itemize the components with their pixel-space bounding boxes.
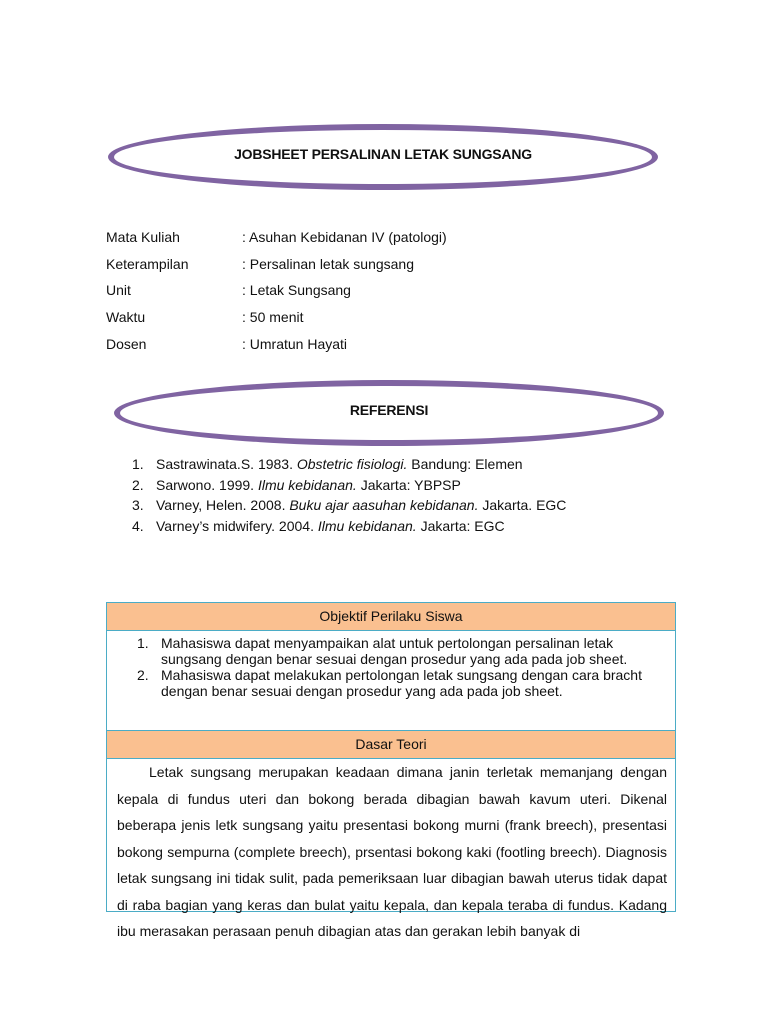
theory-header: Dasar Teori [107,731,675,759]
reference-text: Sarwono. 1999. Ilmu kebidanan. Jakarta: YBPSP [156,476,461,493]
theory-cell [107,759,675,945]
info-value: : Letak Sungsang [242,282,351,299]
info-row [106,330,447,357]
list-item [137,635,665,667]
info-label: Waktu [106,309,146,326]
info-value: : Persalinan letak sungsang [242,255,414,272]
info-row [106,224,447,251]
references-list [132,454,566,536]
list-number: 2. [137,667,149,683]
theory-text: Letak sungsang merupakan keadaan dimana janin terletak memanjang dengan kepala di fundus uteri dan bokong berada dibagian bawah kavum uteri. Dikenal beberapa jenis letk sungsang yaitu presentasi bokong murni (frank breech), presentasi bokong sempurna (complete breech), prsentasi bokong kaki (footling breech). Diagnosis letak sungsang ini tidak sulit, pada pemeriksaan luar dibagian bawah uterus tidak dapat di raba bagian yang keras dan bulat yaitu kepala, dan kepala teraba di fundus. Kadang ibu merasakan perasaan penuh dibagian atas dan gerakan lebih banyak di [117,764,667,939]
objectives-cell [107,631,675,731]
list-number: 3. [132,497,144,514]
list-item [137,667,665,699]
info-value: : Asuhan Kebidanan IV (patologi) [242,229,447,246]
list-item [132,454,566,475]
objectives-header: Objektif Perilaku Siswa [107,603,675,631]
info-row [106,251,447,278]
info-value: : 50 menit [242,309,304,326]
list-number: 1. [132,456,144,473]
info-label: Mata Kuliah [106,229,180,246]
references-banner [114,380,664,446]
info-label: Unit [106,282,131,299]
reference-text: Sastrawinata.S. 1983. Obstetric fisiologi. Bandung: Elemen [156,456,523,473]
info-row [106,304,447,331]
list-item [132,516,566,537]
course-info [106,224,447,357]
reference-text: Varney’s midwifery. 2004. Ilmu kebidanan. Jakarta: EGC [156,517,505,534]
info-label: Dosen [106,335,147,352]
reference-text: Varney, Helen. 2008. Buku ajar aasuhan kebidanan. Jakarta. EGC [156,497,567,514]
info-label: Keterampilan [106,255,189,272]
info-row [106,277,447,304]
objective-text: Mahasiswa dapat menyampaikan alat untuk pertolongan persalinan letak sungsang dengan benar sesuai dengan prosedur yang ada pada job sheet. [161,635,628,667]
title-banner [108,124,658,190]
info-value: : Umratun Hayati [242,335,348,352]
references-title: REFERENSI [349,402,429,418]
list-item [132,475,566,496]
list-number: 1. [137,635,149,651]
list-number: 2. [132,476,144,493]
page-title: JOBSHEET PERSALINAN LETAK SUNGSANG [234,146,532,162]
list-item [132,495,566,516]
objective-text: Mahasiswa dapat melakukan pertolongan letak sungsang dengan cara bracht dengan benar sesuai dengan prosedur yang ada pada job sheet. [161,667,642,699]
list-number: 4. [132,517,144,534]
jobsheet-table [106,602,676,939]
